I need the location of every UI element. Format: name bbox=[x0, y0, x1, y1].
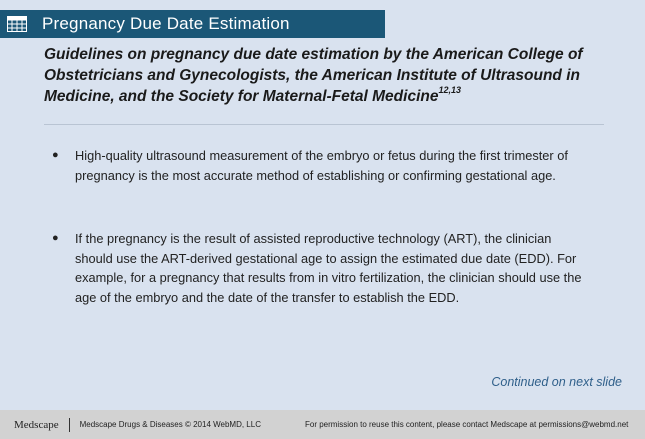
bullet-item bbox=[52, 229, 592, 307]
divider bbox=[44, 124, 604, 125]
heading-references: 12,13 bbox=[438, 84, 462, 95]
bullet-text: If the pregnancy is the result of assisted reproductive technology (ART), the clinician should use the ART-derived gestational age to assign the estimated due date (EDD). For example, for a pregnancy that results from in vitro fertilization, the clinician should use the age of the embryo and the date of the transfer to establish the EDD. bbox=[75, 231, 582, 305]
slide-footer bbox=[0, 410, 645, 439]
bullet-item bbox=[52, 146, 592, 185]
footer-separator bbox=[69, 418, 70, 432]
table-grid-icon bbox=[5, 12, 29, 36]
slide-heading bbox=[44, 44, 614, 107]
footer-permission: For permission to reuse this content, please contact Medscape at permissions@webmd.net bbox=[304, 420, 629, 429]
heading-text: Guidelines on pregnancy due date estimation by the American College of Obstetricians and Gynecologists, the American Institute of Ultrasound in Medicine, and the Society for Maternal-Fetal Medicine bbox=[44, 46, 583, 105]
continued-note: Continued on next slide bbox=[491, 375, 622, 389]
bullet-text: High-quality ultrasound measurement of the embryo or fetus during the first trimester of pregnancy is the most accurate method of establishing or confirming gestational age. bbox=[75, 148, 568, 183]
slide-title-bar bbox=[0, 10, 385, 38]
bullet-dot-icon: ● bbox=[52, 149, 59, 161]
slide-title: Pregnancy Due Date Estimation bbox=[42, 14, 290, 33]
medscape-logo: Medscape bbox=[14, 418, 59, 431]
bullet-dot-icon: ● bbox=[52, 232, 59, 244]
footer-copyright: Medscape Drugs & Diseases © 2014 WebMD, LLC bbox=[79, 420, 261, 429]
